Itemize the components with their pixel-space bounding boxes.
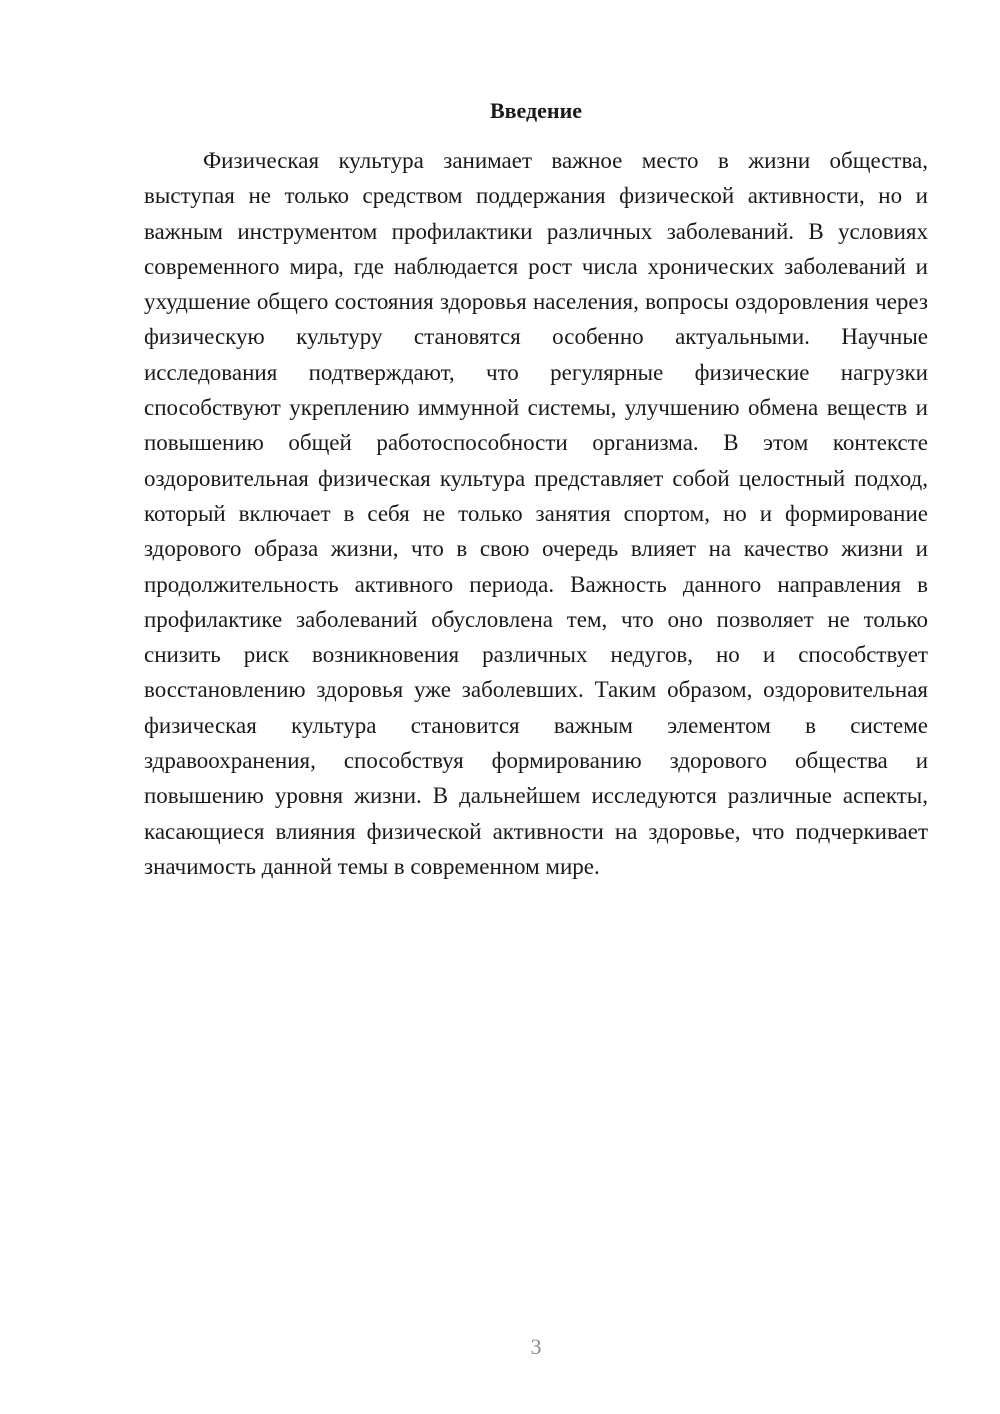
section-heading: Введение <box>489 98 583 123</box>
body-paragraph: Физическая культура занимает важное место в жизни общества, выступая не только средством поддержания физической активности, но и важным инструментом профилактики различных заболеваний. В условиях современного мира, где наблюдается рост числа хронических заболеваний и ухудшение общего состояния здоровья населения, вопросы оздоровления через физическую культуру становятся особенно актуальными. Научные исследования подтверждают, что регулярные физические нагрузки способствуют укреплению иммунной системы, улучшению обмена веществ и повышению общей работоспособности организма. В этом контексте оздоровительная физическая культура представляет собой целостный подход, который включает в себя не только занятия спортом, но и формирование здорового образа жизни, что в свою очередь влияет на качество жизни и продолжительность активного периода. Важность данного направления в профилактике заболеваний обусловлена тем, что оно позволяет не только снизить риск возникновения различных недугов, но и способствует восстановлению здоровья уже заболевших. Таким образом, оздоровительная физическая культура становится важным элементом в системе здравоохранения, способствуя формированию здорового общества и повышению уровня жизни. В дальнейшем исследуются различные аспекты, касающиеся влияния физической активности на здоровье, что подчеркивает значимость данной темы в современном мире. <box>144 148 928 879</box>
page-number: 3 <box>530 1334 542 1359</box>
